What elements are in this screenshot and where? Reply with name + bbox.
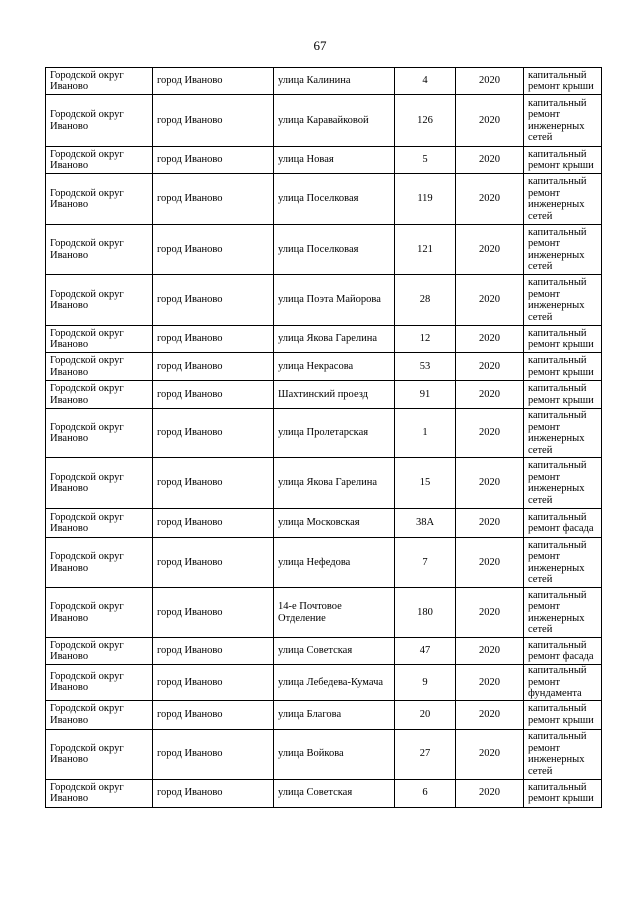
house-number-cell: 121 (395, 225, 456, 275)
city-cell: город Иваново (153, 174, 274, 225)
repair-program-table (45, 67, 602, 808)
table-row (46, 588, 602, 638)
city-cell: город Иваново (153, 275, 274, 326)
work-type-cell: капитальный ремонт крыши (524, 353, 602, 381)
table-row (46, 147, 602, 174)
city-cell: город Иваново (153, 638, 274, 665)
city-cell: город Иваново (153, 225, 274, 275)
street-cell: улица Поэта Майорова (274, 275, 395, 326)
work-type-cell: капитальный ремонт крыши (524, 147, 602, 174)
house-number-cell: 4 (395, 68, 456, 95)
house-number-cell: 1 (395, 409, 456, 458)
house-number-cell: 180 (395, 588, 456, 638)
table-row (46, 729, 602, 779)
table-row (46, 225, 602, 275)
year-cell: 2020 (456, 700, 524, 729)
table-row (46, 458, 602, 509)
work-type-cell: капитальный ремонт крыши (524, 779, 602, 807)
year-cell: 2020 (456, 665, 524, 701)
street-cell: улица Поселковая (274, 225, 395, 275)
city-cell: город Иваново (153, 588, 274, 638)
municipality-cell: Городской округ Иваново (46, 409, 153, 458)
municipality-cell: Городской округ Иваново (46, 729, 153, 779)
house-number-cell: 119 (395, 174, 456, 225)
work-type-cell: капитальный ремонт инженерных сетей (524, 538, 602, 588)
year-cell: 2020 (456, 147, 524, 174)
street-cell: улица Советская (274, 779, 395, 807)
house-number-cell: 20 (395, 700, 456, 729)
table-row (46, 381, 602, 409)
table-row (46, 538, 602, 588)
year-cell: 2020 (456, 174, 524, 225)
house-number-cell: 7 (395, 538, 456, 588)
city-cell: город Иваново (153, 147, 274, 174)
city-cell: город Иваново (153, 353, 274, 381)
municipality-cell: Городской округ Иваново (46, 225, 153, 275)
city-cell: город Иваново (153, 68, 274, 95)
street-cell: улица Некрасова (274, 353, 395, 381)
house-number-cell: 5 (395, 147, 456, 174)
municipality-cell: Городской округ Иваново (46, 95, 153, 147)
house-number-cell: 126 (395, 95, 456, 147)
year-cell: 2020 (456, 225, 524, 275)
table-row (46, 509, 602, 538)
city-cell: город Иваново (153, 409, 274, 458)
year-cell: 2020 (456, 538, 524, 588)
table-row (46, 638, 602, 665)
city-cell: город Иваново (153, 700, 274, 729)
street-cell: улица Пролетарская (274, 409, 395, 458)
work-type-cell: капитальный ремонт крыши (524, 700, 602, 729)
year-cell: 2020 (456, 509, 524, 538)
street-cell: 14-е Почтовое Отделение (274, 588, 395, 638)
work-type-cell: капитальный ремонт фасада (524, 509, 602, 538)
street-cell: улица Войкова (274, 729, 395, 779)
municipality-cell: Городской округ Иваново (46, 588, 153, 638)
work-type-cell: капитальный ремонт крыши (524, 381, 602, 409)
house-number-cell: 15 (395, 458, 456, 509)
house-number-cell: 27 (395, 729, 456, 779)
street-cell: улица Лебедева-Кумача (274, 665, 395, 701)
municipality-cell: Городской округ Иваново (46, 779, 153, 807)
work-type-cell: капитальный ремонт инженерных сетей (524, 225, 602, 275)
municipality-cell: Городской округ Иваново (46, 638, 153, 665)
house-number-cell: 38А (395, 509, 456, 538)
year-cell: 2020 (456, 326, 524, 353)
year-cell: 2020 (456, 779, 524, 807)
house-number-cell: 47 (395, 638, 456, 665)
city-cell: город Иваново (153, 538, 274, 588)
year-cell: 2020 (456, 729, 524, 779)
year-cell: 2020 (456, 68, 524, 95)
house-number-cell: 53 (395, 353, 456, 381)
work-type-cell: капитальный ремонт крыши (524, 326, 602, 353)
table-body (46, 68, 602, 808)
street-cell: улица Благова (274, 700, 395, 729)
municipality-cell: Городской округ Иваново (46, 174, 153, 225)
year-cell: 2020 (456, 458, 524, 509)
street-cell: улица Нефедова (274, 538, 395, 588)
year-cell: 2020 (456, 409, 524, 458)
city-cell: город Иваново (153, 779, 274, 807)
municipality-cell: Городской округ Иваново (46, 509, 153, 538)
table-row (46, 700, 602, 729)
table-row (46, 95, 602, 147)
work-type-cell: капитальный ремонт инженерных сетей (524, 458, 602, 509)
work-type-cell: капитальный ремонт инженерных сетей (524, 174, 602, 225)
work-type-cell: капитальный ремонт инженерных сетей (524, 95, 602, 147)
street-cell: улица Якова Гарелина (274, 458, 395, 509)
year-cell: 2020 (456, 638, 524, 665)
street-cell: улица Якова Гарелина (274, 326, 395, 353)
street-cell: улица Советская (274, 638, 395, 665)
house-number-cell: 9 (395, 665, 456, 701)
house-number-cell: 91 (395, 381, 456, 409)
street-cell: улица Новая (274, 147, 395, 174)
work-type-cell: капитальный ремонт крыши (524, 68, 602, 95)
city-cell: город Иваново (153, 381, 274, 409)
work-type-cell: капитальный ремонт инженерных сетей (524, 409, 602, 458)
house-number-cell: 28 (395, 275, 456, 326)
year-cell: 2020 (456, 353, 524, 381)
municipality-cell: Городской округ Иваново (46, 275, 153, 326)
street-cell: Шахтинский проезд (274, 381, 395, 409)
city-cell: город Иваново (153, 665, 274, 701)
city-cell: город Иваново (153, 458, 274, 509)
page-number: 67 (313, 38, 327, 53)
table-row (46, 409, 602, 458)
city-cell: город Иваново (153, 326, 274, 353)
municipality-cell: Городской округ Иваново (46, 538, 153, 588)
table-row (46, 326, 602, 353)
table-row (46, 779, 602, 807)
year-cell: 2020 (456, 275, 524, 326)
work-type-cell: капитальный ремонт инженерных сетей (524, 275, 602, 326)
table-row (46, 275, 602, 326)
municipality-cell: Городской округ Иваново (46, 381, 153, 409)
street-cell: улица Московская (274, 509, 395, 538)
work-type-cell: капитальный ремонт фундамента (524, 665, 602, 701)
work-type-cell: капитальный ремонт инженерных сетей (524, 729, 602, 779)
table-row (46, 665, 602, 701)
municipality-cell: Городской округ Иваново (46, 458, 153, 509)
municipality-cell: Городской округ Иваново (46, 68, 153, 95)
street-cell: улица Поселковая (274, 174, 395, 225)
municipality-cell: Городской округ Иваново (46, 326, 153, 353)
year-cell: 2020 (456, 588, 524, 638)
city-cell: город Иваново (153, 729, 274, 779)
year-cell: 2020 (456, 95, 524, 147)
street-cell: улица Калинина (274, 68, 395, 95)
municipality-cell: Городской округ Иваново (46, 665, 153, 701)
municipality-cell: Городской округ Иваново (46, 353, 153, 381)
table-row (46, 353, 602, 381)
year-cell: 2020 (456, 381, 524, 409)
municipality-cell: Городской округ Иваново (46, 700, 153, 729)
work-type-cell: капитальный ремонт фасада (524, 638, 602, 665)
table-row (46, 174, 602, 225)
city-cell: город Иваново (153, 95, 274, 147)
city-cell: город Иваново (153, 509, 274, 538)
house-number-cell: 6 (395, 779, 456, 807)
street-cell: улица Каравайковой (274, 95, 395, 147)
municipality-cell: Городской округ Иваново (46, 147, 153, 174)
table-row (46, 68, 602, 95)
work-type-cell: капитальный ремонт инженерных сетей (524, 588, 602, 638)
house-number-cell: 12 (395, 326, 456, 353)
